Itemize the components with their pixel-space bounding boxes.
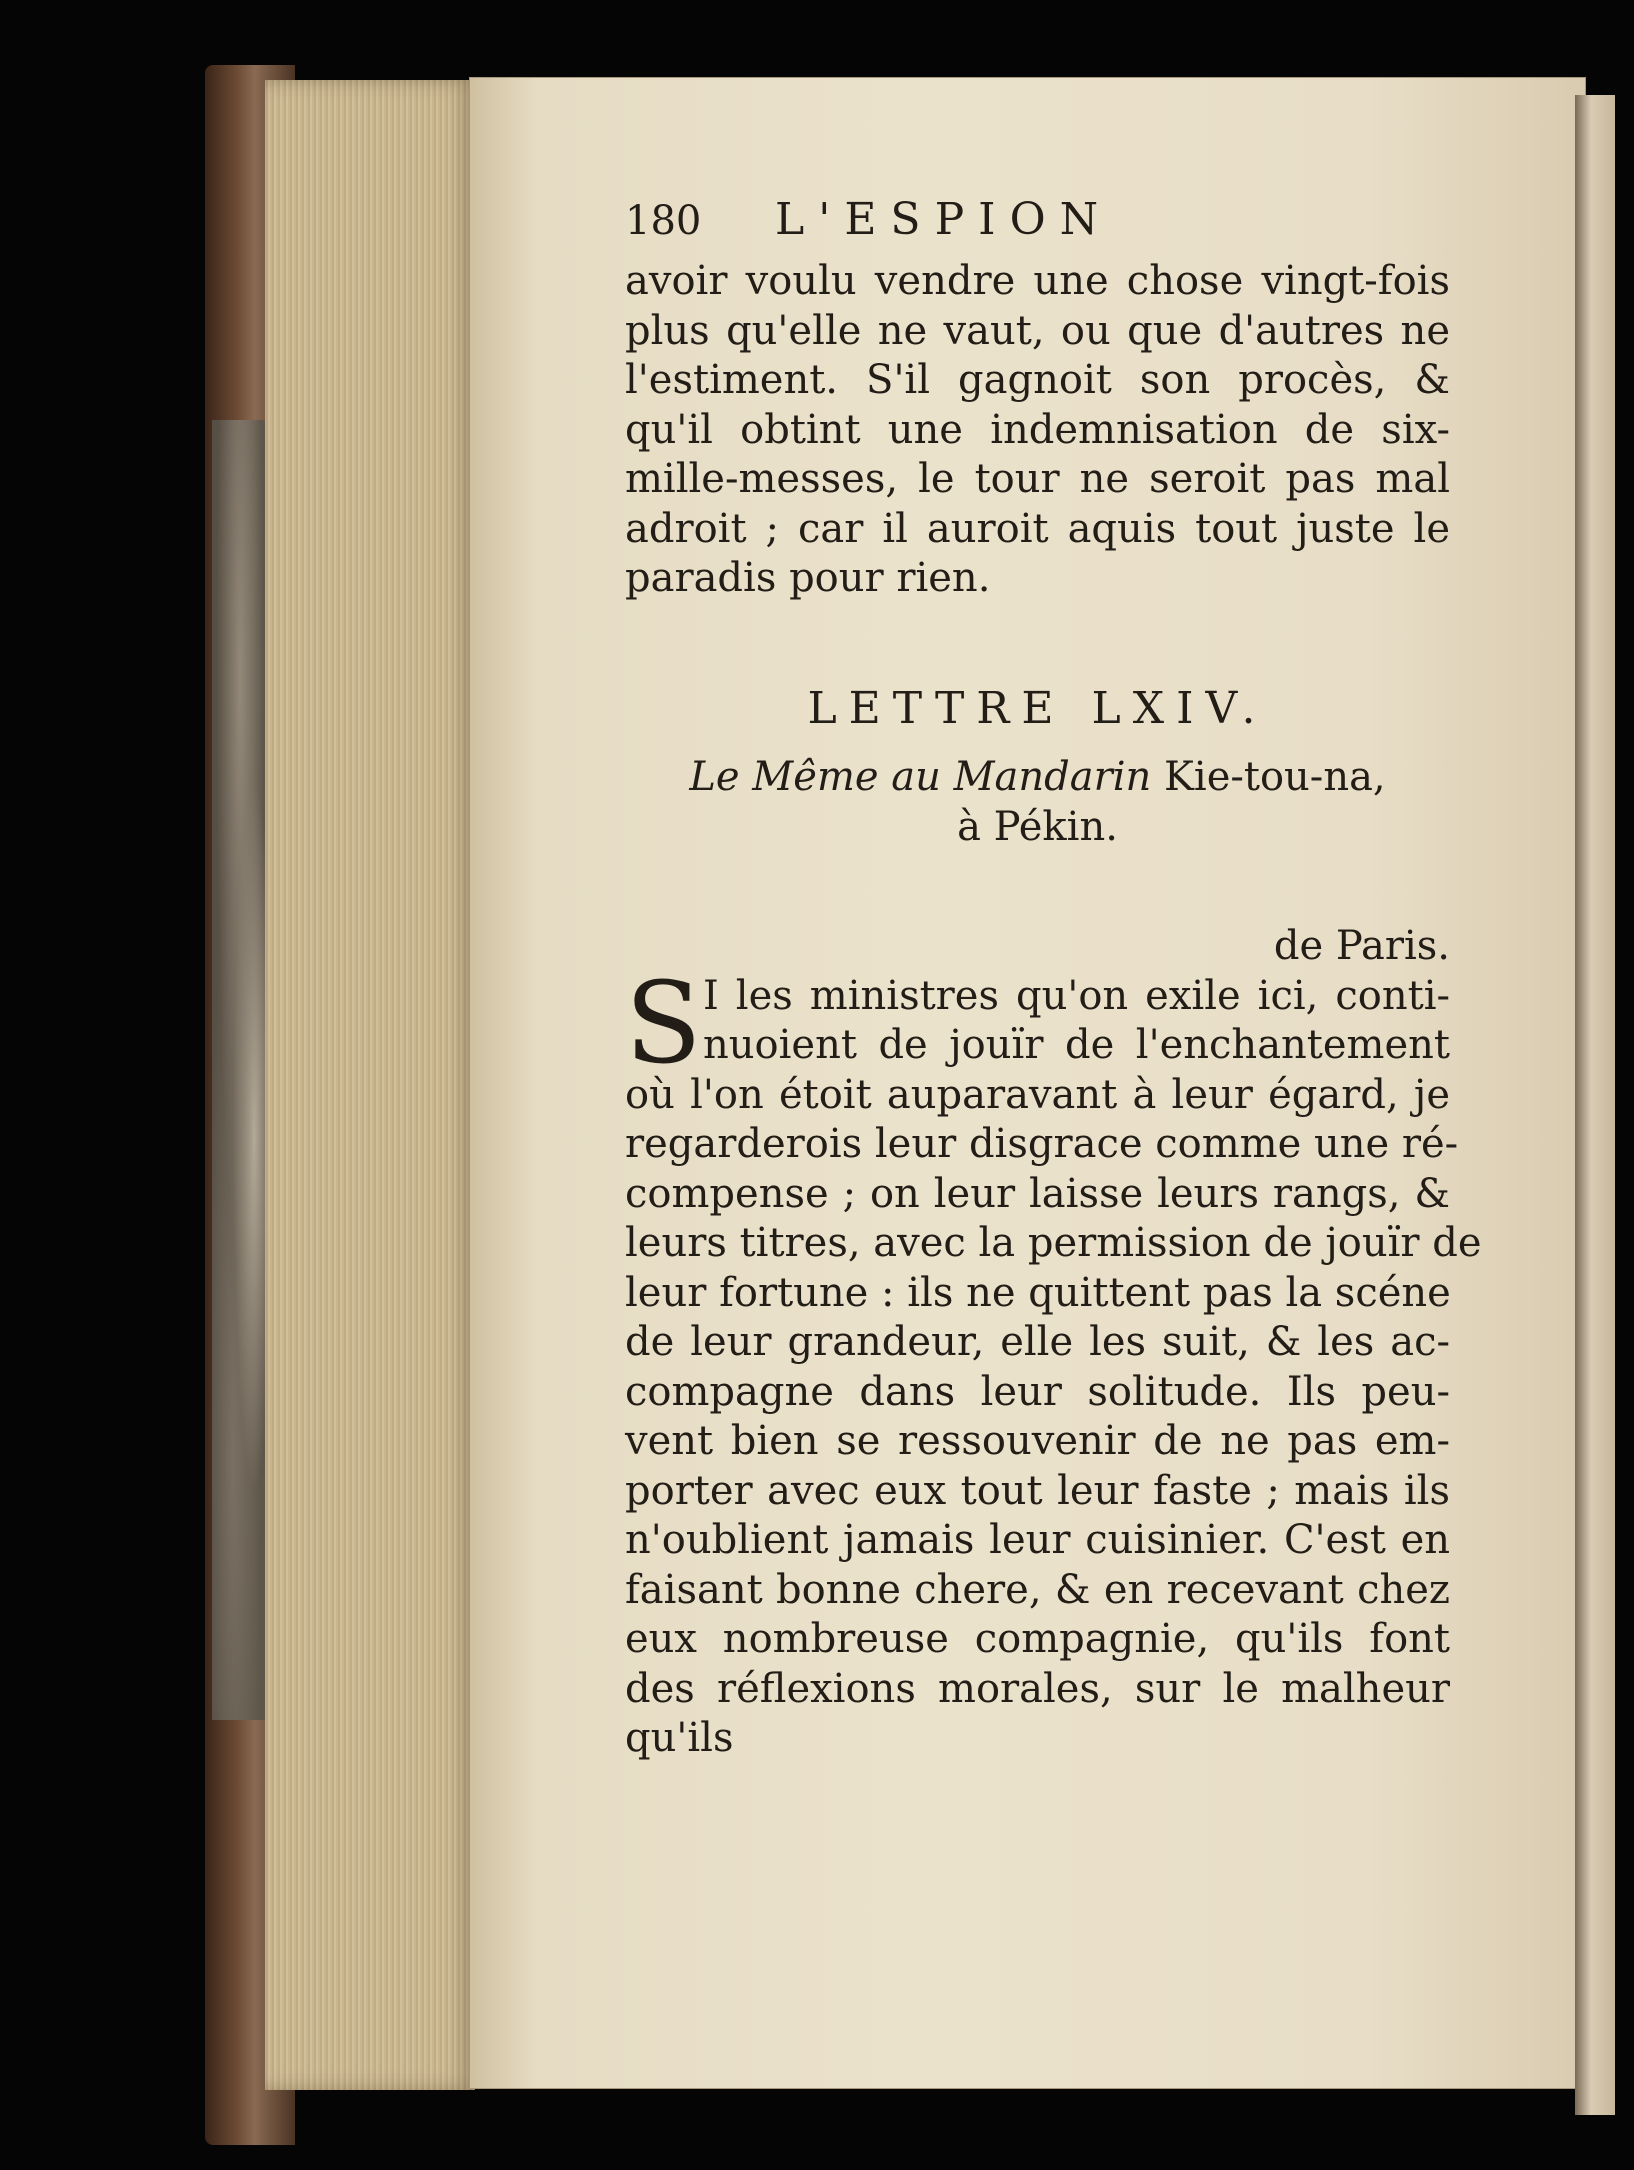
- text-line: paradis pour rien.: [625, 555, 991, 601]
- text-line: regarderois leur disgrace comme une ré-: [625, 1121, 1459, 1167]
- text-line: plus qu'elle ne vaut, ou que d'autres ne: [625, 307, 1450, 354]
- running-title: L'ESPION: [775, 194, 1113, 245]
- text-line: compense ; on leur laisse leurs rangs, &: [625, 1170, 1450, 1217]
- addressee-italic: Mandarin: [953, 754, 1152, 800]
- continuation-paragraph: [625, 257, 1450, 604]
- text-line: adroit ; car il auroit aquis tout juste le: [625, 505, 1450, 552]
- text-line: n'oublient jamais leur cuisinier. C'est en: [625, 1517, 1450, 1563]
- page-number: 180: [625, 198, 702, 244]
- letter-place: de Paris.: [1273, 923, 1450, 969]
- addressee-italic: Le Même au: [689, 754, 941, 800]
- text-line: I les ministres qu'on exile ici, conti-: [703, 972, 1450, 1019]
- addressee-name: Kie-tou-na,: [1164, 754, 1386, 800]
- page-block-edge: [265, 80, 475, 2090]
- facing-page-edge: [1575, 95, 1615, 2115]
- drop-capital: S: [625, 958, 702, 1089]
- text-line: leur fortune : ils ne quittent pas la scéne: [625, 1269, 1451, 1316]
- text-line: vent bien se ressouvenir de ne pas em-: [625, 1418, 1450, 1464]
- text-line: de leur grandeur, elle les suit, & les ac-: [625, 1319, 1450, 1365]
- text-line: qu'il obtint une indemnisation de six-: [625, 406, 1450, 453]
- text-line: compagne dans leur solitude. Ils peu-: [625, 1368, 1450, 1415]
- letter-body: [625, 958, 1482, 1764]
- text-line: avoir voulu vendre une chose vingt-fois: [625, 258, 1450, 304]
- text-line: eux nombreuse compagnie, qu'ils font: [625, 1616, 1450, 1662]
- letter-addressee: [625, 753, 1450, 803]
- text-line: porter avec eux tout leur faste ; mais ils: [625, 1467, 1450, 1514]
- text-line: où l'on étoit auparavant à leur égard, je: [625, 1071, 1450, 1118]
- running-head: [625, 195, 1450, 245]
- text-line: des réflexions morales, sur le malheur: [625, 1665, 1450, 1712]
- text-line: leurs titres, avec la permission de jouïr de: [625, 1220, 1482, 1266]
- text-line: nuoient de jouïr de l'enchantement: [703, 1022, 1450, 1068]
- text-line: mille-messes, le tour ne seroit pas mal: [625, 456, 1450, 502]
- letter-heading: LETTRE LXIV.: [807, 682, 1268, 734]
- addressee-city: à Pékin.: [957, 803, 1118, 850]
- page-text: [625, 194, 1482, 1764]
- text-line: faisant bonne chere, & en recevant chez: [625, 1566, 1450, 1613]
- text-line: l'estiment. S'il gagnoit son procès, &: [625, 357, 1450, 403]
- catchword: qu'ils: [625, 1715, 734, 1761]
